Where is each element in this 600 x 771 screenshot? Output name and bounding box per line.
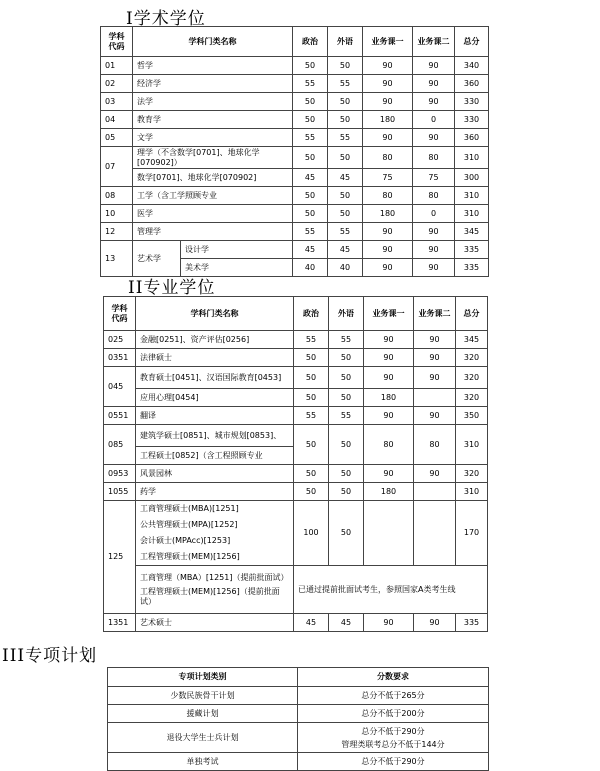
table-row: 125 工商管理硕士(MBA)[1251] 公共管理硕士(MPA)[1252] 会计硕士(MPAcc)[1253] 工程管理硕士(MEM)[1256] 100 50 170 [104,501,488,566]
col-politics: 政治 [294,297,329,331]
table-row: 13 艺术学 设计学 45 45 90 90 335 [101,241,489,259]
table-row: 04 教育学 50 50 180 0 330 [101,111,489,129]
list-item: 工程管理硕士(MEM)[1256]（提前批面试） [140,586,280,606]
table-row: 0351 法律硕士 50 50 90 90 320 [104,349,488,367]
col-score-requirement: 分数要求 [298,668,489,687]
col-plan-category: 专项计划类别 [108,668,298,687]
table-row: 05 文学 55 55 90 90 360 [101,129,489,147]
table-row: 1351 艺术硕士 45 45 90 90 335 [104,614,488,632]
list-item: 工程管理硕士(MEM)[1256] [140,552,240,561]
table-row: 退役大学生士兵计划 总分不低于290分 管理类联考总分不低于144分 [108,723,489,753]
list-item: 会计硕士(MPAcc)[1253] [140,536,231,545]
table-row: 工程硕士[0852]（含工程照顾专业 [104,447,488,465]
table-row: 单独考试 总分不低于290分 [108,753,489,771]
col-name: 学科门类名称 [133,27,293,57]
table-row: 数学[0701]、地球化学[070902] 45 45 75 75 300 [101,169,489,187]
professional-degree-table [103,296,488,632]
col-total: 总分 [456,297,488,331]
list-item: 工商管理（MBA）[1251]（提前批面试） [140,572,289,582]
table-row: 085 建筑学硕士[0851]、城市规划[0853]、 50 50 80 80 310 [104,425,488,447]
section3-title: III专项计划 [2,646,98,666]
table-row: 10 医学 50 50 180 0 310 [101,205,489,223]
table-row: 045 教育硕士[0451]、汉语国际教育[0453] 50 50 90 90 320 [104,367,488,389]
col-foreign-language: 外语 [328,27,363,57]
list-item: 公共管理硕士(MPA)[1252] [140,520,238,529]
section1-title: I学术学位 [126,9,206,29]
col-code: 学科代码 [101,27,133,57]
table-row [104,566,488,614]
section2-title: II专业学位 [128,278,216,298]
col-politics: 政治 [293,27,328,57]
table-row: 0953 风景园林 50 50 90 90 320 [104,465,488,483]
col-subject-1: 业务课一 [364,297,414,331]
col-foreign-language: 外语 [329,297,364,331]
col-subject-1: 业务课一 [363,27,413,57]
table-row: 0551 翻译 55 55 90 90 350 [104,407,488,425]
table-row: 1055 药学 50 50 180 310 [104,483,488,501]
col-code: 学科代码 [104,297,136,331]
table-row: 少数民族骨干计划 总分不低于265分 [108,687,489,705]
col-total: 总分 [455,27,489,57]
table-row: 12 管理学 55 55 90 90 345 [101,223,489,241]
notice-text: 已通过提前批面试考生，参照国家A类考生线 [294,566,488,614]
col-subject-2: 业务课二 [413,27,455,57]
academic-degree-table [100,26,489,277]
col-subject-2: 业务课二 [414,297,456,331]
special-plan-table [107,667,489,771]
table-row: 07 理学（不含数学[0701]、地球化学[070902]） 50 50 80 80 310 [101,147,489,169]
table-row: 应用心理[0454] 50 50 180 320 [104,389,488,407]
table-row: 02 经济学 55 55 90 90 360 [101,75,489,93]
table-row: 援藏计划 总分不低于200分 [108,705,489,723]
table-row: 01 哲学 50 50 90 90 340 [101,57,489,75]
list-item: 工商管理硕士(MBA)[1251] [140,504,239,513]
table-row: 025 金融[0251]、资产评估[0256] 55 55 90 90 345 [104,331,488,349]
table-row: 美术学 40 40 90 90 335 [101,259,489,277]
table-row: 03 法学 50 50 90 90 330 [101,93,489,111]
table-row: 08 工学（含工学照顾专业 50 50 80 80 310 [101,187,489,205]
col-name: 学科门类名称 [136,297,294,331]
